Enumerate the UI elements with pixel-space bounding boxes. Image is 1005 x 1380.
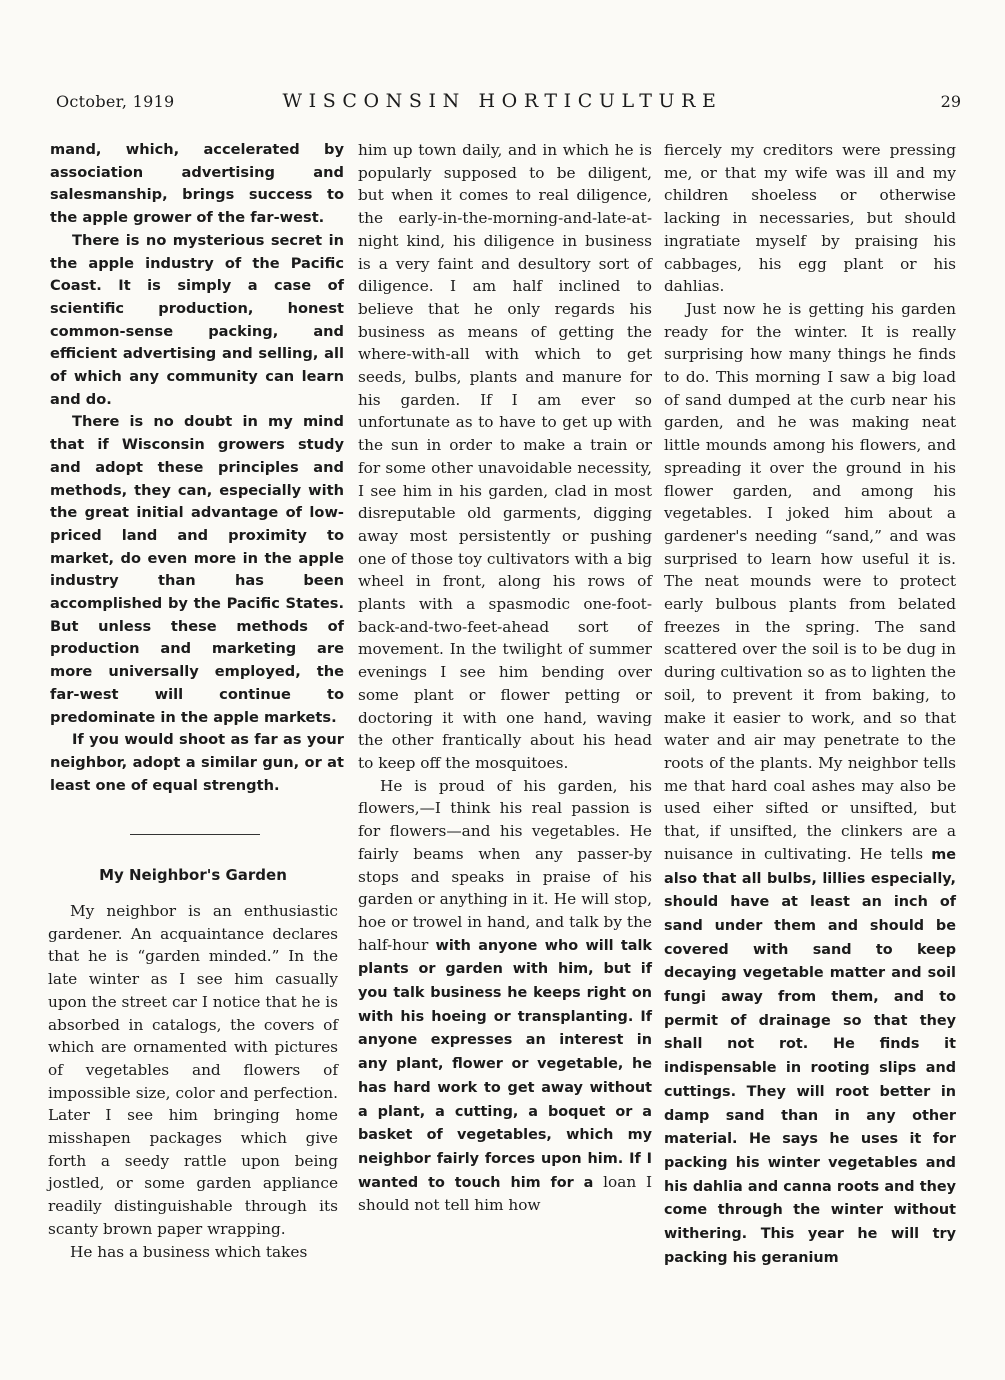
journal-title: WISCONSIN HORTICULTURE: [282, 90, 723, 112]
column-1-top: [50, 139, 344, 797]
paragraph: [664, 298, 956, 1270]
paragraph: If you would shoot as far as your neighbor, adopt a similar gun, or at least one of equal strength.: [50, 731, 344, 794]
text-run-bold: me also that all bulbs, lillies especially, should have at least an inch of sand under them and should be covered with sand to keep decaying vegetable matter and soil fungi away from them, and to permit of drainage so that they shall not rot. He finds it indispensable in rooting slips and cuttings. They will root better in damp sand than in any other material. He says he uses it for packing his winter vegetables and his dahlia and canna roots and they come through the winter without withering. This year he will try packing his geranium: [664, 846, 956, 1266]
page-number: 29: [940, 92, 961, 111]
article-title: My Neighbor's Garden: [99, 866, 287, 884]
paragraph: him up town daily, and in which he is popularly supposed to be diligent, but when it comes to real diligence, the early-in-the-morning-and-late-at-night kind, his diligence in business is a very faint and desultory sort of diligence. I am half inclined to believe that he only regards his business as means of getting the where-with-all with which to get seeds, bulbs, plants and manure for his garden. If I am ever so unfortunate as to have to get up with the sun in order to make a train or for some other unavoidable necessity, I see him in his garden, clad in most disreputable old garments, digging away most persistently or pushing one of those toy cultivators with a big wheel in front, along his rows of plants with a spasmodic one-foot-back-and-two-feet-ahead sort of movement. In the twilight of summer evenings I see him bending over some plant or flower petting or doctoring it with one hand, waving the other frantically about his head to keep off the mosquitoes.: [358, 141, 652, 772]
text-run: loan I should not tell him how: [358, 1172, 652, 1215]
text-run: Just now he is getting his garden ready for the winter. It is really surprising how many things he finds to do. This morning I saw a big load of sand dumped at the curb near his garden, and he was making neat little mounds among his flowers, and spreading it over the ground in his flower garden, and among his vegetables. I joked him about a gardener's needing “sand,” and was surprised to learn how useful it is. The neat mounds were to protect early bulbous plants from belated freezes in the spring. The sand scattered over the soil is to be dug in during cultivation so as to lighten the soil, to prevent it from baking, to make it easier to work, and so that water and air may penetrate to the roots of the plants. My neighbor tells me that hard coal ashes may also be used eiher sifted or unsifted, but that, if unsifted, the clinkers are a nuisance in cultivating. He tells: [664, 299, 956, 863]
paragraph: fiercely my creditors were pressing me, or that my wife was ill and my children shoeless or otherwise lacking in necessaries, but should ingratiate myself by praising his cabbages, his egg plant or his dahlias.: [664, 141, 956, 296]
paragraph: mand, which, accelerated by association advertising and salesmanship, brings success to the apple grower of the far-west.: [50, 141, 344, 227]
page-header: [0, 92, 1005, 116]
issue-date: October, 1919: [56, 92, 175, 111]
paragraph: There is no mysterious secret in the apple industry of the Pacific Coast. It is simply a case of scientific production, honest common-sense packing, and efficient advertising and selling, all of which any community can learn and do.: [50, 231, 344, 408]
paragraph: He has a business which takes: [70, 1242, 308, 1261]
text-run: He is proud of his garden, his flowers,—I think his real passion is for flowers—and his vegetables. He fairly beams when any passer-by stops and speaks in praise of his garden or anything in it. He will stop, hoe or trowel in hand, and talk by the half-hour: [358, 776, 652, 954]
column-2: [358, 139, 652, 1217]
paragraph: My neighbor is an enthusiastic gardener. An acquaintance declares that he is “garden minded.” In the late winter as I see him casually upon the street car I notice that he is absorbed in catalogs, the covers of which are ornamented with pictures of vegetables and flowers of impossible size, color and perfection. Later I see him bringing home misshapen packages which give forth a seedy rattle upon being jostled, or some garden appliance readily distinguishable through its scanty brown paper wrapping.: [48, 902, 338, 1238]
section-divider: [130, 834, 260, 835]
text-run-bold: with anyone who will talk plants or garden with him, but if you talk business he keeps right on with his hoeing or transplanting. If anyone expresses an interest in any plant, flower or vegetable, he has hard work to get away without a plant, a cutting, a boquet or a basket of vegetables, which my neighbor fairly forces upon him. If I wanted to touch him for a: [358, 937, 652, 1191]
column-1-article: [48, 900, 338, 1263]
column-3: [664, 139, 956, 1269]
paragraph: There is no doubt in my mind that if Wisconsin growers study and adopt these principles and methods, they can, especially with the great initial advantage of low-priced land and proximity to market, do even more in the apple industry than has been accomplished by the Pacific States. But unless these methods of production and marketing are more universally employed, the far-west will continue to predominate in the apple markets.: [50, 413, 344, 726]
paragraph: [358, 775, 652, 1217]
